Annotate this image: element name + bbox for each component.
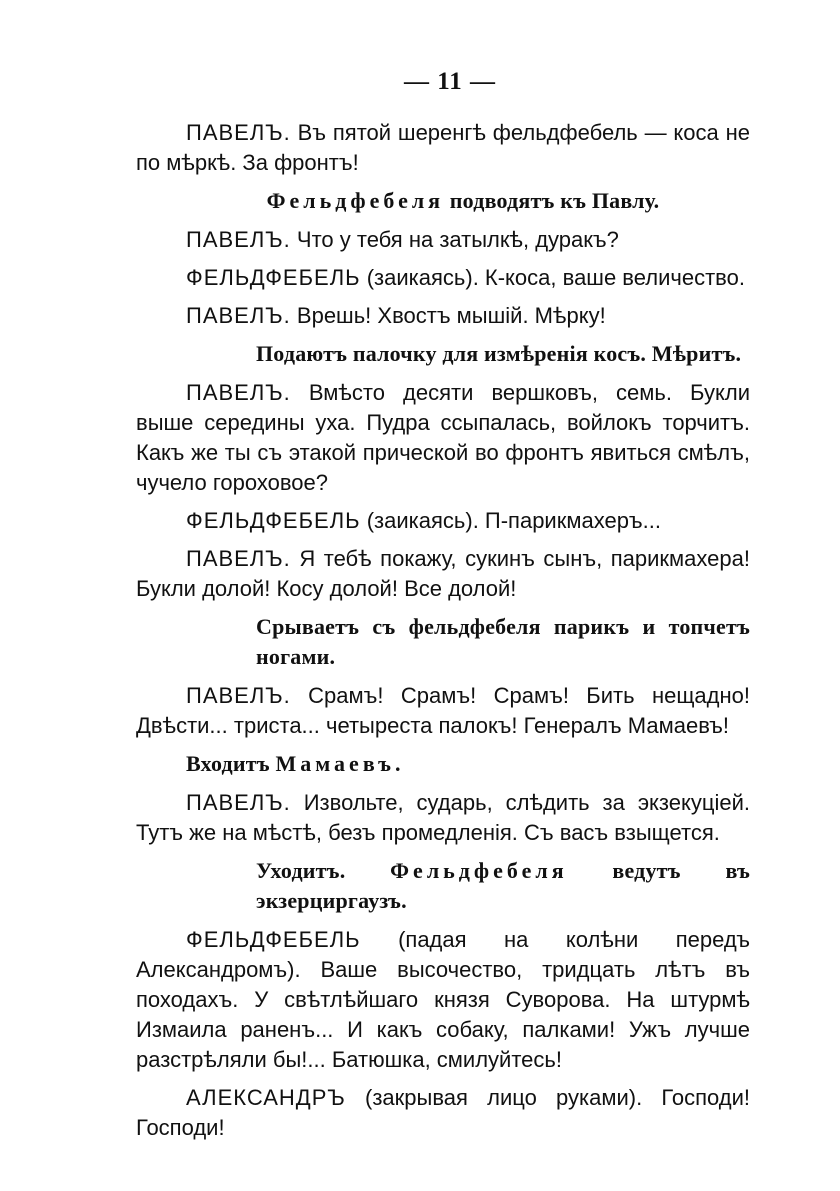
stage-direction [136,856,750,916]
direction-text: подводятъ къ Павлу. [444,188,660,213]
speaker-name: ПАВЕЛЪ. [186,683,291,708]
dialogue-line [136,544,750,604]
speech-text: Я тебѣ покажу, сукинъ сынъ, парикмахера! Букли долой! Косу долой! Все долой! [136,546,750,601]
stage-direction [136,749,750,779]
dialogue-line [136,118,750,178]
direction-emphasis: Фельдфебеля [266,188,445,213]
dialogue-line [136,378,750,498]
dialogue-line [136,225,750,255]
play-text [136,118,750,1151]
direction-text: Уходитъ. [256,858,391,883]
dialogue-line [136,788,750,848]
speech-text: (заикаясь). П-парикмахеръ... [360,508,662,533]
speaker-name: ПАВЕЛЪ. [186,546,291,571]
stage-direction [136,186,750,216]
dialogue-line [136,263,750,293]
speech-text: Срамъ! Срамъ! Срамъ! Бить нещадно! Двѣсти... триста... четыреста палокъ! Генералъ Мамаевъ! [136,683,750,738]
direction-emphasis: Фельдфебеля [390,858,568,883]
dialogue-line [136,1083,750,1143]
speaker-name: ФЕЛЬДФЕБЕЛЬ [186,927,361,952]
speech-text: Что у тебя на затылкѣ, дуракъ? [290,227,619,252]
speech-text: Врешь! Хвостъ мышій. Мѣрку! [290,303,606,328]
direction-text: . [394,751,401,776]
dialogue-line [136,925,750,1075]
speaker-name: ПАВЕЛЪ. [186,790,291,815]
dialogue-line [136,301,750,331]
speaker-name: ПАВЕЛЪ. [186,227,291,252]
speaker-name: АЛЕКСАНДРЪ [186,1085,346,1110]
speech-text: Извольте, сударь, слѣдить за экзекуціей. Тутъ же на мѣстѣ, безъ промедленія. Съ васъ взыщется. [136,790,750,845]
direction-text: Входитъ [186,751,276,776]
stage-direction: Срываетъ съ фельдфебеля парикъ и топчетъ ногами. [256,614,750,669]
speech-text: (заикаясь). К-коса, ваше величество. [360,265,745,290]
direction-emphasis: Мамаевъ [275,751,395,776]
speech-text: Въ пятой шеренгѣ фельдфебель — коса не по мѣркѣ. За фронтъ! [136,120,750,175]
speaker-name: ПАВЕЛЪ. [186,303,291,328]
speech-text: (падая на колѣни передъ Александромъ). Ваше высочество, тридцать лѣтъ въ походахъ. У свѣтлѣйшаго князя Суворова. На штурмѣ Измаила раненъ... И какъ собаку, палками! Ужъ лучше разстрѣляли бы!... Батюшка, смилуйтесь! [136,927,750,1072]
speaker-name: ФЕЛЬДФЕБЕЛЬ [186,508,361,533]
stage-direction: Подаютъ палочку для измѣренія косъ. Мѣритъ. [256,341,742,366]
page-number: — 11 — [403,68,497,95]
speaker-name: ПАВЕЛЪ. [186,120,291,145]
speaker-name: ФЕЛЬДФЕБЕЛЬ [186,265,361,290]
speech-text: (закрывая лицо руками). Господи! Господи! [136,1085,750,1140]
dialogue-line [136,681,750,741]
dialogue-line [136,506,750,536]
speech-text: Вмѣсто десяти вершковъ, семь. Букли выше середины уха. Пудра ссыпалась, войлокъ торчитъ. Какъ же ты съ этакой прической во фронтъ явиться смѣлъ, чучело гороховое? [136,380,750,495]
speaker-name: ПАВЕЛЪ. [186,380,291,405]
direction-text: ведутъ въ экзерциргаузъ. [256,858,751,913]
